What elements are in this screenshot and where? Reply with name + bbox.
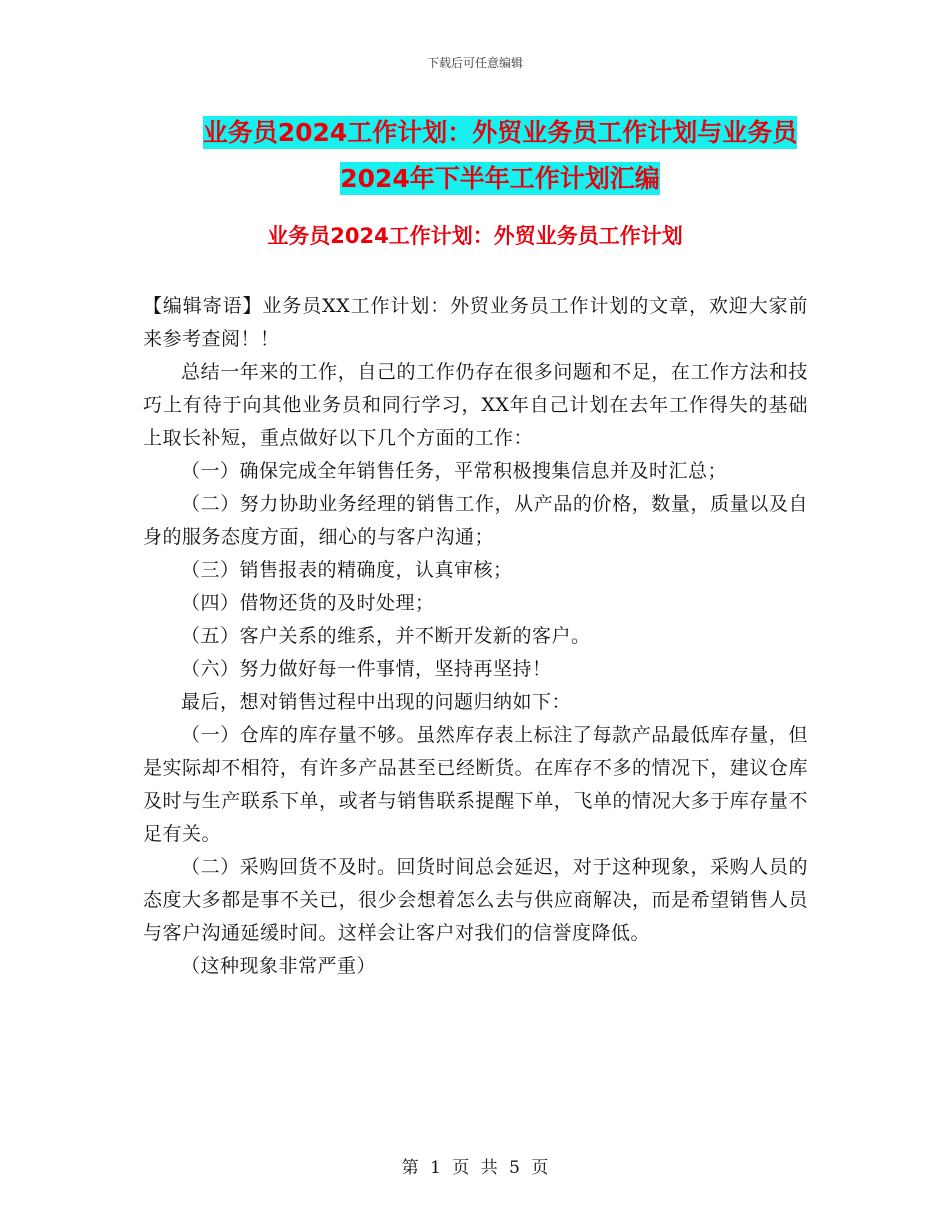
paragraph-item-6: （六）努力做好每一件事情，坚持再坚持！ [181, 658, 552, 680]
paragraph-item-3: （三）销售报表的精确度，认真审核； [181, 559, 513, 581]
paragraph-problem-1: （一）仓库的库存量不够。虽然库存表上标注了每款产品最低库存量，但是实际却不相符，有许多产品甚至已经断货。在库存不多的情况下，建议仓库及时与生产联系下单，或者与销售联系提醒下单，飞单的情况大多于库存量不足有关。 [143, 724, 808, 845]
paragraph-item-1: （一）确保完成全年销售任务，平常积极搜集信息并及时汇总； [181, 460, 728, 482]
paragraph-item-4: （四）借物还货的及时处理； [181, 592, 435, 614]
paragraph-item-5: （五）客户关系的维系，并不断开发新的客户。 [181, 625, 591, 647]
paragraph-editor-note: 【编辑寄语】业务员XX工作计划：外贸业务员工作计划的文章，欢迎大家前来参考查阅！！ [143, 295, 808, 350]
paragraph-item-2: （二）努力协助业务经理的销售工作，从产品的价格，数量，质量以及自身的服务态度方面，细心的与客户沟通； [143, 493, 808, 548]
paragraph-note: （这种现象非常严重） [181, 955, 377, 977]
paragraph-conclusion-intro: 最后，想对销售过程中出现的问题归纳如下： [181, 691, 572, 713]
section-title: 业务员2024工作计划：外贸业务员工作计划 [267, 224, 683, 248]
paragraph-problem-2: （二）采购回货不及时。回货时间总会延迟，对于这种现象，采购人员的态度大多都是事不关已，很少会想着怎么去与供应商解决，而是希望销售人员与客户沟通延缓时间。这样会让客户对我们的信誉度降低。 [143, 856, 808, 944]
document-title [140, 110, 860, 202]
page-footer: 第 1 页 共 5 页 [401, 1158, 549, 1178]
title-line-2: 2024年下半年工作计划汇编 [340, 164, 660, 193]
document-body [143, 290, 808, 983]
header-note: 下载后可任意编辑 [426, 56, 523, 70]
paragraph-summary: 总结一年来的工作，自己的工作仍存在很多问题和不足，在工作方法和技巧上有待于向其他业务员和同行学习，XX年自己计划在去年工作得失的基础上取长补短，重点做好以下几个方面的工作： [143, 361, 808, 449]
title-line-1: 业务员2024工作计划：外贸业务员工作计划与业务员 [202, 118, 798, 147]
